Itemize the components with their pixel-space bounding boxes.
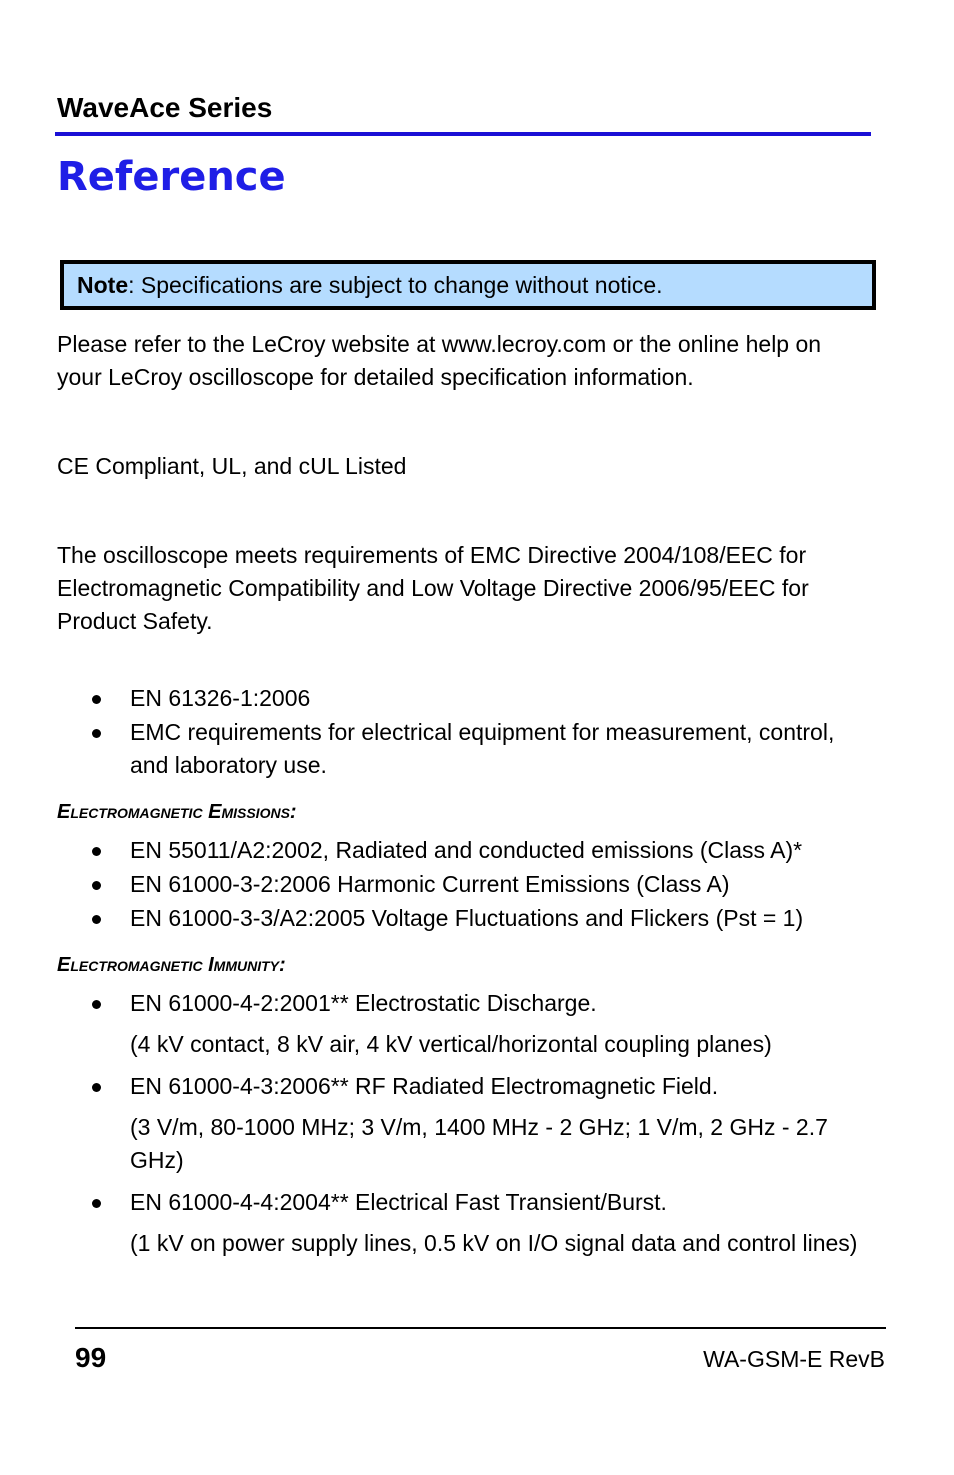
list-item [57, 834, 877, 867]
emc-paragraph: The oscilloscope meets requirements of EMC Directive 2004/108/EEC for Electromagnetic Compatibility and Low Voltage Directive 2006/95/EEC for Product Safety. [57, 542, 809, 634]
list-item [57, 1070, 877, 1177]
list-item [57, 716, 877, 782]
bullet-icon [92, 729, 101, 738]
bullet-icon [92, 1083, 101, 1092]
emissions-list [57, 834, 877, 936]
list-item-text: EMC requirements for electrical equipment for measurement, control, and laboratory use. [130, 719, 835, 778]
bullet-icon [92, 881, 101, 890]
immunity-list [57, 987, 877, 1261]
intro-paragraph: Please refer to the LeCroy website at www.lecroy.com or the online help on your LeCroy oscilloscope for detailed specification information. [57, 331, 822, 390]
list-item-detail: (4 kV contact, 8 kV air, 4 kV vertical/horizontal coupling planes) [130, 1031, 772, 1057]
page-number: 99 [75, 1342, 107, 1373]
list-item-text: EN 61000-3-2:2006 Harmonic Current Emissions (Class A) [130, 871, 730, 897]
series-title: WaveAce Series [57, 92, 273, 123]
bullet-icon [92, 1000, 101, 1009]
list-item-detail: (3 V/m, 80-1000 MHz; 3 V/m, 1400 MHz - 2 GHz; 1 V/m, 2 GHz - 2.7 GHz) [130, 1114, 828, 1173]
document-id: WA-GSM-E RevB [703, 1346, 885, 1372]
note-box [60, 260, 876, 310]
bullet-icon [92, 1199, 101, 1208]
list-item [57, 902, 877, 935]
bullet-icon [92, 915, 101, 924]
note-text: : Specifications are subject to change without notice. [128, 272, 663, 298]
list-item [57, 1186, 877, 1260]
compliance-line: CE Compliant, UL, and cUL Listed [57, 453, 407, 479]
header-rule [55, 132, 871, 136]
list-item [57, 987, 877, 1061]
standards-list [57, 682, 877, 783]
list-item-text: EN 61000-4-2:2001** Electrostatic Discharge. [130, 990, 597, 1016]
page-title: Reference [57, 154, 286, 200]
bullet-icon [92, 847, 101, 856]
list-item [57, 868, 877, 901]
list-item [57, 682, 877, 715]
list-item-text: EN 61000-4-4:2004** Electrical Fast Transient/Burst. [130, 1189, 667, 1215]
list-item-text: EN 61000-3-3/A2:2005 Voltage Fluctuations and Flickers (Pst = 1) [130, 905, 804, 931]
emissions-heading: Electromagnetic Emissions: [57, 801, 297, 823]
list-item-detail: (1 kV on power supply lines, 0.5 kV on I/O signal data and control lines) [130, 1230, 858, 1256]
footer-rule [75, 1327, 886, 1329]
immunity-heading: Electromagnetic Immunity: [57, 954, 286, 976]
list-item-text: EN 61326-1:2006 [130, 685, 311, 711]
bullet-icon [92, 695, 101, 704]
note-label: Note [77, 272, 129, 298]
list-item-text: EN 55011/A2:2002, Radiated and conducted emissions (Class A)* [130, 837, 803, 863]
list-item-text: EN 61000-4-3:2006** RF Radiated Electromagnetic Field. [130, 1073, 719, 1099]
